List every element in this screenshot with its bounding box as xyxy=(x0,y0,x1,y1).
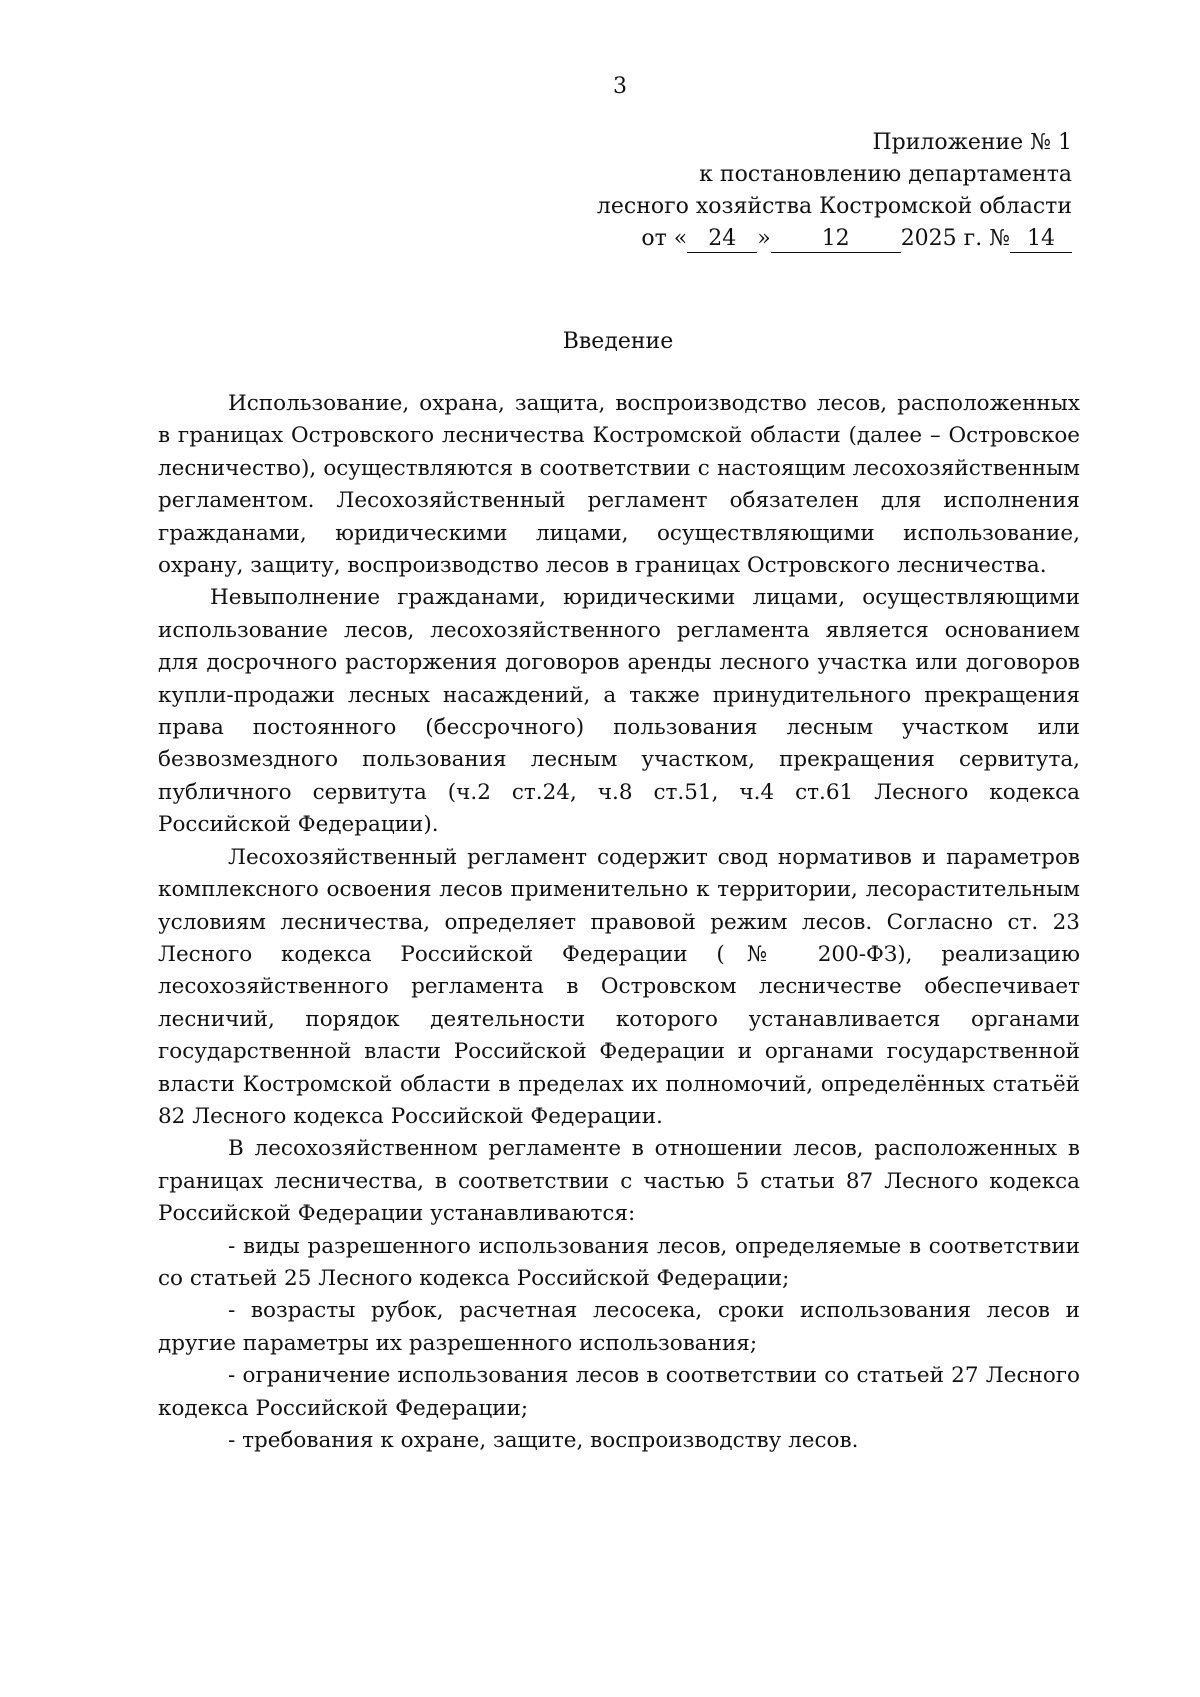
date-day: 24 xyxy=(687,226,757,253)
list-item: - возрасты рубок, расчетная лесосека, сроки использования лесов и другие параметры их разрешенного использования; xyxy=(158,1298,1080,1356)
list-item: - ограничение использования лесов в соответствии со статьей 27 Лесного кодекса Российской Федерации; xyxy=(158,1363,1080,1421)
date-separator: » xyxy=(757,226,771,251)
appendix-title: Приложение № 1 xyxy=(872,130,1072,155)
date-year: 2025 г. № xyxy=(900,226,1010,251)
appendix-header xyxy=(452,127,1072,255)
appendix-reference: к постановлению департамента xyxy=(699,162,1072,187)
document-body xyxy=(158,388,1080,1457)
appendix-department: лесного хозяйства Костромской области xyxy=(596,194,1072,219)
date-prefix: от « xyxy=(641,226,688,251)
paragraph-noncompliance: Невыполнение гражданами, юридическими лицами, осуществляющими использование лесов, лесохозяйственного регламента является основанием для досрочного расторжения договоров аренды лесного участка или договоров купли-продажи лесных насаждений, а также принудительного прекращения права постоянного (бессрочного) пользования лесным участком или безвозмездного пользования лесным участком, прекращения сервитута, публичного сервитута (ч.2 ст.24, ч.8 ст.51, ч.4 ст.61 Лесного кодекса Российской Федерации). xyxy=(158,585,1080,838)
document-number: 14 xyxy=(1010,226,1072,253)
paragraph-intro: Использование, охрана, защита, воспроизводство лесов, расположенных в границах Островского лесничества Костромской области (далее – Островское лесничество), осуществляются в соответствии с настоящим лесохозяйственным регламентом. Лесохозяйственный регламент обязателен для исполнения гражданами, юридическими лицами, осуществляющими использование, охрану, защиту, воспроизводство лесов в границах Островского лесничества. xyxy=(158,391,1080,579)
list-item: - виды разрешенного использования лесов, определяемые в соответствии со статьей 25 Лесного кодекса Российской Федерации; xyxy=(158,1233,1080,1291)
appendix-date-line xyxy=(452,223,1072,255)
page-number: 3 xyxy=(613,74,627,99)
paragraph-established-items: В лесохозяйственном регламенте в отношении лесов, расположенных в границах лесничества, в соответствии с частью 5 статьи 87 Лесного кодекса Российской Федерации устанавливаются: xyxy=(158,1136,1080,1227)
date-month: 12 xyxy=(771,226,901,253)
paragraph-regulation-content: Лесохозяйственный регламент содержит свод нормативов и параметров комплексного освоения лесов применительно к территории, лесорастительным условиям лесничества, определяет правовой режим лесов. Согласно ст. 23 Лесного кодекса Российской Федерации (№ 200-ФЗ), реализацию лесохозяйственного регламента в Островском лесничестве обеспечивает лесничий, порядок деятельности которого устанавливается органами государственной власти Российской Федерации и органами государственной власти Костромской области в пределах их полномочий, определённых статьёй 82 Лесного кодекса Российской Федерации. xyxy=(158,844,1080,1129)
section-heading: Введение xyxy=(562,329,674,354)
list-item: - требования к охране, защите, воспроизводству лесов. xyxy=(228,1428,859,1453)
